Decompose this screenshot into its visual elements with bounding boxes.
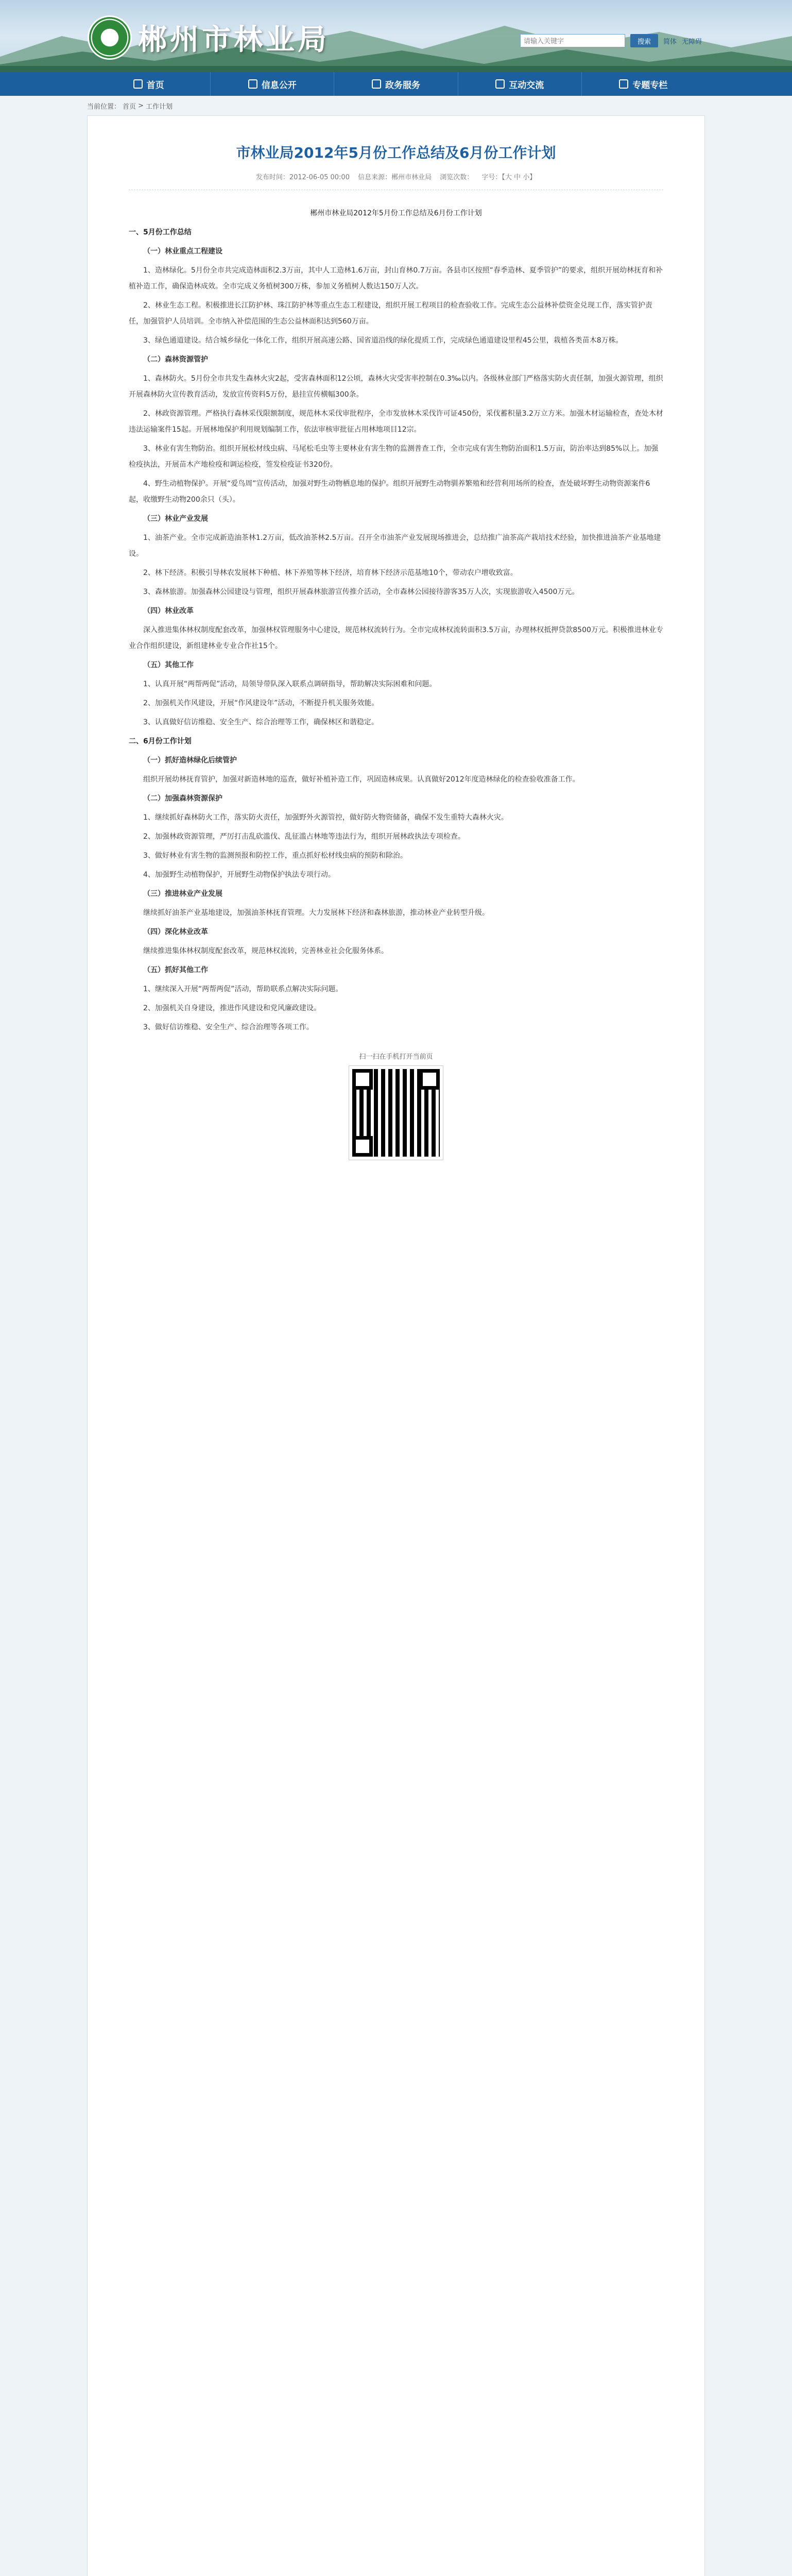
breadcrumb-label: 当前位置： [87,103,121,111]
info-source: 信息来源：郴州市林业局 [358,174,432,181]
body-paragraph: 继续推进集体林权制度配套改革，规范林权流转，完善林业社会化服务体系。 [143,947,388,955]
header-banner [0,0,792,72]
body-paragraph: 3、认真做好信访维稳、安全生产、综合治理等工作，确保林区和谐稳定。 [143,718,378,726]
emblem-icon [88,15,132,60]
search-input[interactable] [520,34,625,47]
breadcrumb-home[interactable]: 首页 [123,103,136,111]
article-meta [129,172,663,190]
article-title: 市林业局2012年5月份工作总结及6月份工作计划 [236,144,556,161]
topic-icon [619,79,628,89]
subsection-heading: （四）深化林业改革 [143,928,208,936]
body-paragraph: 2、林下经济。积极引导林农发展林下种植、林下养殖等林下经济，培育林下经济示范基地10个，带动农户增收致富。 [143,569,518,577]
nav-services[interactable]: 政务服务 [334,72,458,96]
subsection-heading: （三）林业产业发展 [143,515,208,523]
breadcrumb: 当前位置： 首页 > 工作计划 [87,101,173,111]
simplified-link[interactable]: 简体 [663,38,677,46]
body-paragraph: 3、林业有害生物防治。组织开展松材线虫病、马尾松毛虫等主要林业有害生物的监测普查工作，全市完成有害生物防治面积1.5万亩，防治率达到85%以上。加强检疫执法，开展苗木产地检疫和调运检疫，签发检疫证书320份。 [129,445,659,469]
chat-icon [495,79,505,89]
qr-block [129,1051,663,1160]
subsection-heading: （三）推进林业产业发展 [143,890,222,898]
accessibility-link[interactable]: 无障碍 [681,38,702,46]
body-paragraph: 2、加强机关自身建设，推进作风建设和党风廉政建设。 [143,1004,321,1012]
section-heading: 一、5月份工作总结 [129,228,192,236]
subsection-heading: （二）加强森林资源保护 [143,794,222,803]
nav-home[interactable]: 首页 [87,72,211,96]
top-tools [520,34,702,47]
home-icon [133,79,143,89]
nav-topics[interactable]: 专题专栏 [582,72,705,96]
subsection-heading: （五）抓好其他工作 [143,966,208,974]
breadcrumb-section[interactable]: 工作计划 [145,103,173,111]
subsection-heading: （四）林业改革 [143,607,194,615]
body-paragraph: 4、野生动植物保护。开展“爱鸟周”宣传活动，加强对野生动物栖息地的保护。组织开展野生动物驯养繁殖和经营利用场所的检查，查处破坏野生动物资源案件6起，收缴野生动物200余只（头）。 [129,480,650,504]
body-paragraph: 2、林业生态工程。积极推进长江防护林、珠江防护林等重点生态工程建设，组织开展工程项目的检查验收工作。完成生态公益林补偿资金兑现工作，落实管护责任，加强管护人员培训。全市纳入补偿范围的生态公益林面积达到560万亩。 [129,301,652,326]
body-paragraph: 2、加强林政资源管理，严厉打击乱砍滥伐、乱征滥占林地等违法行为，组织开展林政执法专项检查。 [143,833,465,841]
service-icon [372,79,381,89]
qr-code-icon [349,1066,443,1160]
body-paragraph: 1、油茶产业。全市完成新造油茶林1.2万亩，低改油茶林2.5万亩。召开全市油茶产业发展现场推进会，总结推广油茶高产栽培技术经验，加快推进油茶产业基地建设。 [129,534,661,558]
body-paragraph: 2、林政资源管理。严格执行森林采伐限额制度，规范林木采伐审批程序，全市发放林木采伐许可证450份，采伐蓄积量3.2万立方米。加强木材运输检查，查处木材违法运输案件15起。开展林地保护利用规划编制工作，依法审核审批征占用林地项目12宗。 [129,410,663,434]
body-paragraph: 3、森林旅游。加强森林公园建设与管理，组织开展森林旅游宣传推介活动，全市森林公园接待游客35万人次，实现旅游收入4500万元。 [143,588,579,596]
body-paragraph: 2、加强机关作风建设，开展“作风建设年”活动，不断提升机关服务效能。 [143,699,379,707]
font-size-control[interactable]: 字号：【大 中 小】 [481,174,537,181]
nav-info-public[interactable]: 信息公开 [211,72,334,96]
body-paragraph: 1、继续深入开展“两帮两促”活动，帮助联系点解决实际问题。 [143,985,343,993]
article-body [129,206,663,1036]
view-count: 浏览次数： [440,174,474,181]
subsection-heading: （一）抓好造林绿化后续管护 [143,756,237,765]
body-paragraph: 3、做好林业有害生物的监测预报和防控工作，重点抓好松材线虫病的预防和除治。 [143,852,407,860]
subsection-heading: （二）森林资源管护 [143,355,208,364]
body-paragraph: 1、继续抓好森林防火工作，落实防火责任，加强野外火源管控，做好防火物资储备，确保不发生重特大森林火灾。 [143,814,508,822]
subsection-heading: （五）其他工作 [143,661,194,669]
site-logo[interactable] [88,15,330,60]
main-nav [0,72,792,96]
body-paragraph: 继续抓好油茶产业基地建设，加强油茶林抚育管理。大力发展林下经济和森林旅游，推动林业产业转型升级。 [143,909,489,917]
section-heading: 二、6月份工作计划 [129,737,192,745]
publish-date: 发布时间：2012-06-05 00:00 [255,174,350,181]
body-paragraph: 深入推进集体林权制度配套改革，加强林权管理服务中心建设，规范林权流转行为。全市完成林权流转面积3.5万亩，办理林权抵押贷款8500万元。积极推进林业专业合作组织建设，新组建林业专业合作社15个。 [129,626,663,650]
subsection-heading: （一）林业重点工程建设 [143,247,222,256]
body-paragraph: 1、造林绿化。5月份全市共完成造林面积2.3万亩，其中人工造林1.6万亩，封山育林0.7万亩。各县市区按照“春季造林、夏季管护”的要求，组织开展幼林抚育和补植补造工作，确保造林成效。全市完成义务植树300万株，参加义务植树人数达150万人次。 [129,266,663,291]
body-paragraph: 4、加强野生动植物保护，开展野生动物保护执法专项行动。 [143,871,335,879]
nav-interaction[interactable]: 互动交流 [458,72,582,96]
article-subtitle: 郴州市林业局2012年5月份工作总结及6月份工作计划 [310,209,482,217]
body-paragraph: 1、认真开展“两帮两促”活动，局领导带队深入联系点调研指导，帮助解决实际困难和问题。 [143,680,437,688]
body-paragraph: 3、做好信访维稳、安全生产、综合治理等各项工作。 [143,1023,314,1031]
document-icon [248,79,257,89]
body-paragraph: 3、绿色通道建设。结合城乡绿化一体化工作，组织开展高速公路、国省道沿线的绿化提质工作，完成绿色通道建设里程45公里，栽植各类苗木8万株。 [143,336,623,345]
search-button[interactable]: 搜索 [630,34,658,47]
body-paragraph: 组织开展幼林抚育管护，加强对新造林地的巡查，做好补植补造工作，巩固造林成果。认真做好2012年度造林绿化的检查验收准备工作。 [143,775,580,784]
site-name: 郴州市林业局 [138,23,330,57]
body-paragraph: 1、森林防火。5月份全市共发生森林火灾2起，受害森林面积12公顷，森林火灾受害率控制在0.3‰以内。各级林业部门严格落实防火责任制，加强火源管理，组织开展森林防火宣传教育活动，发放宣传资料5万份，悬挂宣传横幅300条。 [129,375,663,399]
qr-title: 扫一扫在手机打开当前页 [359,1053,433,1061]
article [87,115,705,2576]
